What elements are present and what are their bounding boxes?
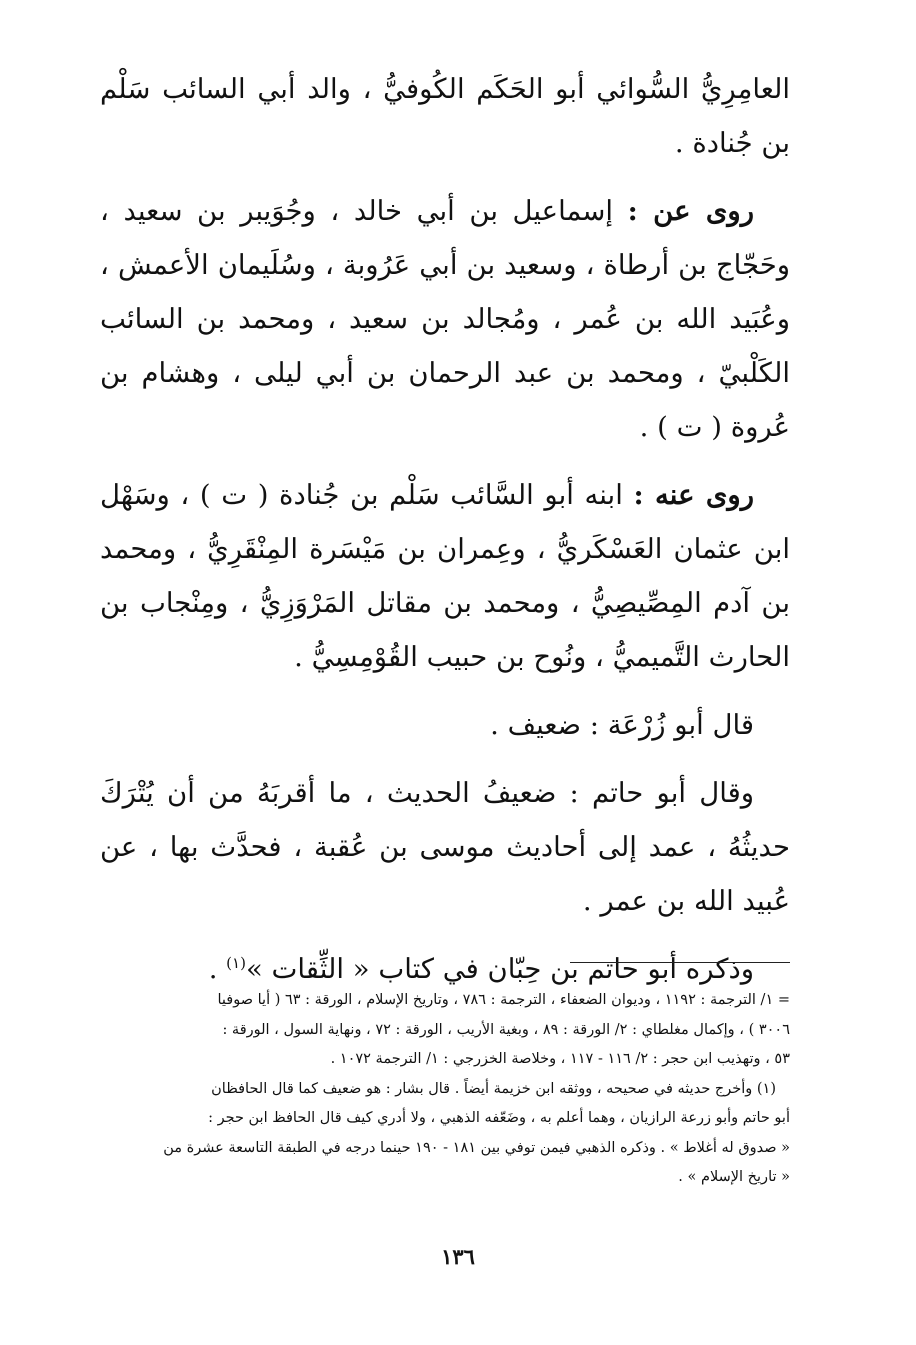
footnote-line: « صدوق له أغلاط » . وذكره الذهبي فيمن توفي بين ١٨١ - ١٩٠ حينما درجه في الطبقة التاسعة عشرة من	[163, 1139, 790, 1156]
main-text	[100, 62, 790, 1010]
narrated-by-label: روى عنه :	[633, 479, 754, 511]
footnote-line: « تاريخ الإسلام » .	[678, 1169, 790, 1185]
page-number: ١٣٦	[441, 1244, 475, 1269]
footnotes	[100, 986, 790, 1193]
paragraph-6-end: .	[208, 953, 227, 985]
footnote-line: ٥٣ ، وتهذيب ابن حجر : ٢/ ١١٦ - ١١٧ ، وخلاصة الخزرجي : ١/ الترجمة ١٠٧٢ .	[330, 1051, 790, 1067]
paragraph-5-text: وقال أبو حاتم : ضعيفُ الحديث ، ما أقربَهُ من أن يُتْرَكَ حديثُهُ ، عمد إلى أحاديث موسى بن عُقبة ، فحدَّث بها ، عن عُبيد الله بن عمر .	[100, 777, 790, 917]
paragraph-2	[100, 184, 790, 454]
footnote-line: = ١/ الترجمة : ١١٩٢ ، وديوان الضعفاء ، الترجمة : ٧٨٦ ، وتاريخ الإسلام ، الورقة : ٦٣ ( أيا صوفيا	[217, 992, 790, 1008]
paragraph-5	[100, 766, 790, 928]
paragraph-4	[100, 698, 790, 752]
narrated-from-label: روى عن :	[627, 195, 754, 227]
paragraph-3-text: ابنه أبو السَّائب سَلْم بن جُنادة ( ت ) ، وسَهْل ابن عثمان العَسْكَريُّ ، وعِمران بن مَيْسَرة المِنْقَرِيُّ ، ومحمد بن آدم المِصِّيصِيُّ ، ومحمد بن مقاتل المَرْوَزِيُّ ، ومِنْجاب بن الحارث التَّميميُّ ، ونُوح بن حبيب القُوْمِسِيُّ .	[100, 479, 790, 673]
footnote-reference[interactable]: (١)	[226, 953, 246, 972]
footnote-separator	[570, 962, 790, 963]
paragraph-4-text: قال أبو زُرْعَة : ضعيف .	[490, 709, 754, 741]
paragraph-1	[100, 62, 790, 170]
paragraph-6-text: وذكره أبو حاتم بن حِبّان في كتاب « الثِّقات »	[245, 953, 754, 985]
footnote-line: أبو حاتم وأبو زرعة الرازيان ، وهما أعلم به ، وضَعّفه الذهبي ، ولا أدري كيف قال الحافظ ابن حجر :	[208, 1110, 790, 1126]
paragraph-2-text: إسماعيل بن أبي خالد ، وجُوَيبر بن سعيد ، وحَجّاج بن أرطاة ، وسعيد بن أبي عَرُوبة ، وسُلَيمان الأعمش ، وعُبَيد الله بن عُمر ، ومُجالد بن سعيد ، ومحمد بن السائب الكَلْبيّ ، ومحمد بن عبد الرحمان بن أبي ليلى ، وهشام بن عُروة ( ت ) .	[100, 195, 790, 443]
paragraph-1-text: العامِرِيُّ السُّوائي أبو الحَكَم الكُوفيُّ ، والد أبي السائب سَلْم بن جُنادة .	[100, 73, 790, 159]
footnote-line: ٣٠٠٦ ) ، وإكمال مغلطاي : ٢/ الورقة : ٨٩ ، وبغية الأريب ، الورقة : ٧٢ ، ونهاية السول ، الورقة :	[222, 1021, 790, 1038]
footnote-line: (١) وأخرج حديثه في صحيحه ، ووثقه ابن خزيمة أيضاً . قال بشار : هو ضعيف كما قال الحافظان	[211, 1080, 776, 1097]
paragraph-3	[100, 468, 790, 684]
